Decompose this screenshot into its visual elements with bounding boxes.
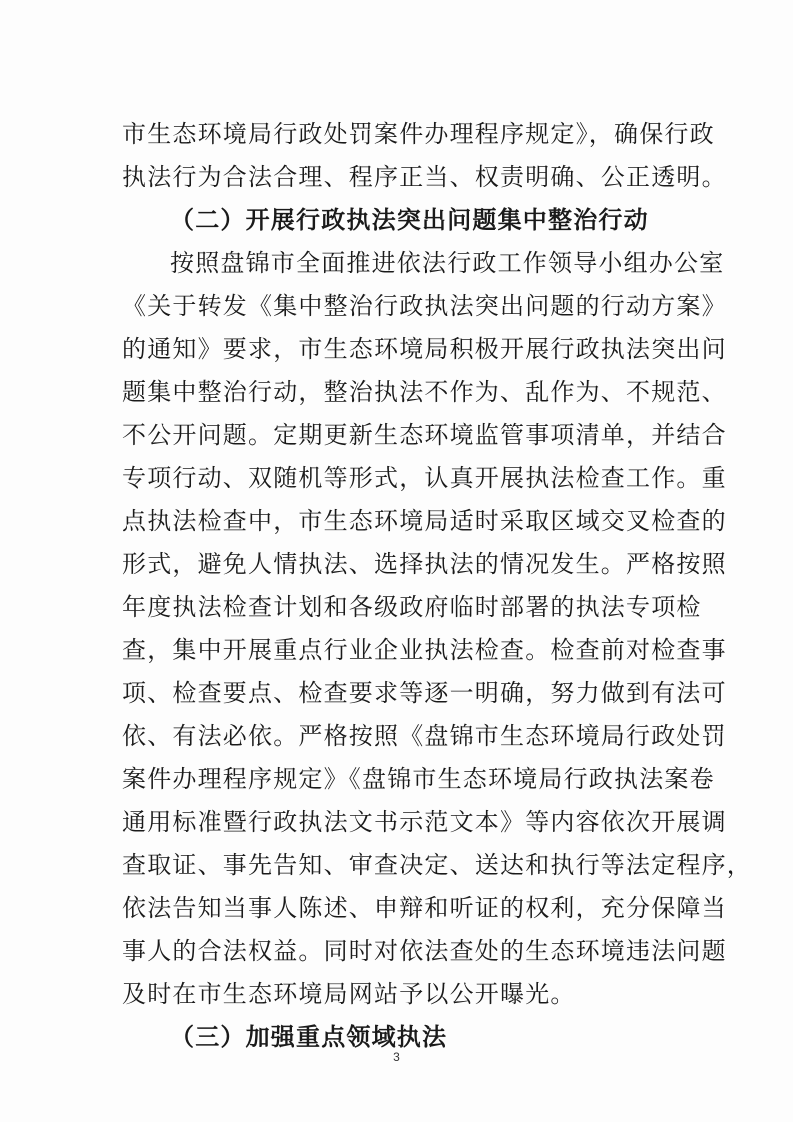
paragraph-line: 及时在市生态环境局网站予以公开曝光。 <box>122 980 576 1008</box>
paragraph-line: 事人的合法权益。同时对依法查处的生态环境违法问题 <box>122 937 727 965</box>
paragraph-line: 查，集中开展重点行业企业执法检查。检查前对检查事 <box>122 636 727 664</box>
paragraph-line: 形式，避免人情执法、选择执法的情况发生。严格按照 <box>122 550 727 578</box>
paragraph-line: 依、有法必依。严格按照《盘锦市生态环境局行政处罚 <box>122 722 727 750</box>
section-heading: （三）加强重点领域执法 <box>170 1022 448 1051</box>
paragraph-line: 依法告知当事人陈述、申辩和听证的权利，充分保障当 <box>122 894 727 922</box>
paragraph-line: 年度执法检查计划和各级政府临时部署的执法专项检 <box>122 593 702 621</box>
paragraph-line: 的通知》要求，市生态环境局积极开展行政执法突出问 <box>122 335 727 363</box>
paragraph-line: 执法行为合法合理、程序正当、权责明确、公正透明。 <box>122 163 727 191</box>
paragraph-line: 不公开问题。定期更新生态环境监管事项清单，并结合 <box>122 421 727 449</box>
paragraph-line: 项、检查要点、检查要求等逐一明确，努力做到有法可 <box>122 679 727 707</box>
paragraph-line: 专项行动、双随机等形式，认真开展执法检查工作。重 <box>122 464 727 492</box>
section-heading: （二）开展行政执法突出问题集中整治行动 <box>170 205 649 234</box>
paragraph-line: 《关于转发《集中整治行政执法突出问题的行动方案》 <box>122 292 727 320</box>
paragraph-line: 按照盘锦市全面推进依法行政工作领导小组办公室 <box>170 249 725 277</box>
paragraph-line: 案件办理程序规定》《盘锦市生态环境局行政执法案卷 <box>122 765 715 793</box>
paragraph-line: 市生态环境局行政处罚案件办理程序规定》，确保行政 <box>122 120 715 148</box>
paragraph-line: 查取证、事先告知、审查决定、送达和执行等法定程序， <box>122 851 752 879</box>
page-number: 3 <box>393 1050 400 1064</box>
paragraph-line: 通用标准暨行政执法文书示范文本》等内容依次开展调 <box>122 808 727 836</box>
paragraph-line: 点执法检查中，市生态环境局适时采取区域交叉检查的 <box>122 507 727 535</box>
paragraph-line: 题集中整治行动，整治执法不作为、乱作为、不规范、 <box>122 378 727 406</box>
